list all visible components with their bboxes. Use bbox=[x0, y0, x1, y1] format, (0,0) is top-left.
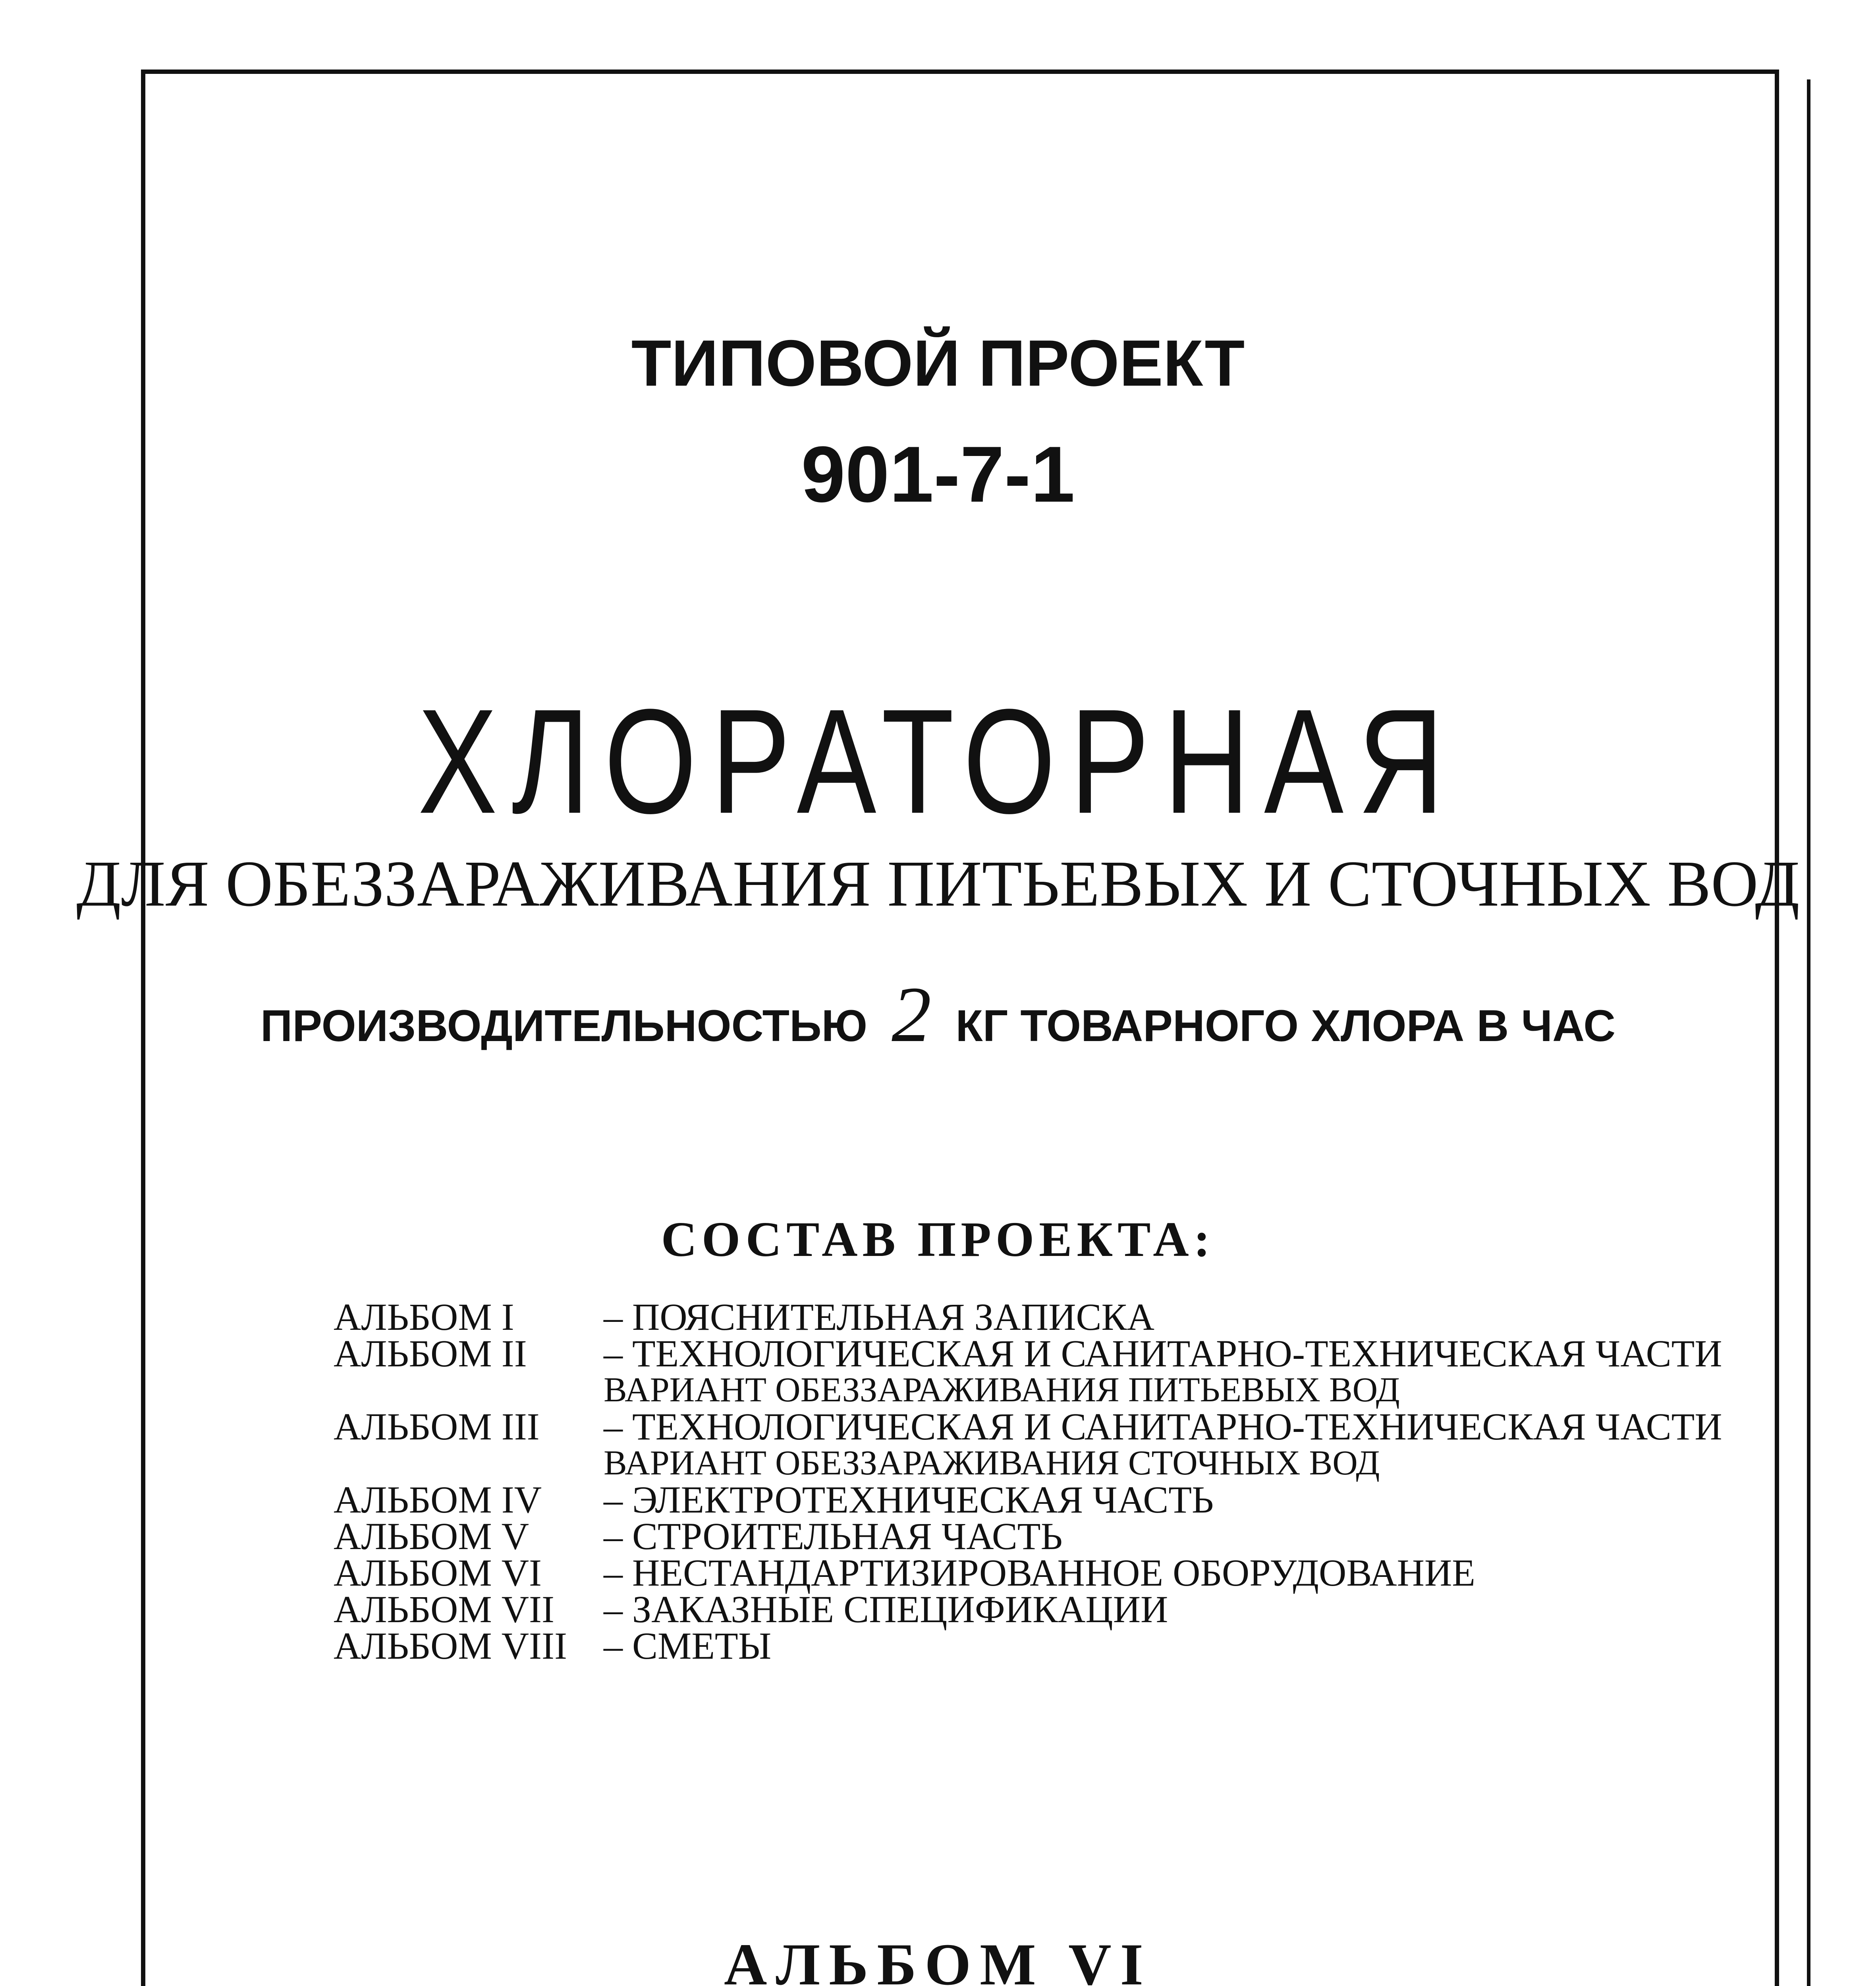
album-variant: ВАРИАНТ ОБЕЗЗАРАЖИВАНИЯ ПИТЬЕВЫХ ВОД bbox=[604, 1371, 1400, 1409]
project-type-label: ТИПОВОЙ ПРОЕКТ bbox=[631, 326, 1245, 400]
capacity-line bbox=[0, 969, 1876, 1060]
current-album: АЛЬБОМ VI bbox=[724, 1932, 1152, 1986]
album-item bbox=[334, 1551, 1722, 1594]
album-label: АЛЬБОМ VIII bbox=[334, 1625, 567, 1667]
album-item bbox=[334, 1332, 1722, 1375]
album-variant: ВАРИАНТ ОБЕЗЗАРАЖИВАНИЯ СТОЧНЫХ ВОД bbox=[604, 1444, 1380, 1482]
album-item bbox=[334, 1405, 1722, 1448]
album-label: АЛЬБОМ V bbox=[334, 1515, 529, 1557]
album-item bbox=[334, 1625, 1722, 1667]
album-description: – СТРОИТЕЛЬНАЯ ЧАСТЬ bbox=[604, 1515, 1063, 1557]
album-label: АЛЬБОМ IV bbox=[334, 1478, 542, 1521]
album-item bbox=[334, 1296, 1722, 1338]
capacity-prefix: ПРОИЗВОДИТЕЛЬНОСТЬЮ bbox=[260, 1001, 868, 1051]
album-description: – ЗАКАЗНЫЕ СПЕЦИФИКАЦИИ bbox=[604, 1588, 1168, 1631]
contents-heading: СОСТАВ ПРОЕКТА: bbox=[661, 1212, 1215, 1267]
album-label: АЛЬБОМ II bbox=[334, 1332, 527, 1375]
album-label: АЛЬБОМ VI bbox=[334, 1551, 542, 1594]
document-subtitle: ДЛЯ ОБЕЗЗАРАЖИВАНИЯ ПИТЬЕВЫХ И СТОЧНЫХ ВОД bbox=[76, 847, 1800, 920]
album-description: – НЕСТАНДАРТИЗИРОВАННОЕ ОБОРУДОВАНИЕ bbox=[604, 1551, 1475, 1594]
album-label: АЛЬБОМ I bbox=[334, 1296, 514, 1338]
capacity-value: 2 bbox=[892, 971, 932, 1059]
album-item bbox=[334, 1515, 1722, 1557]
project-code: 901-7-1 bbox=[801, 430, 1075, 519]
album-item bbox=[334, 1478, 1722, 1521]
capacity-suffix: КГ ТОВАРНОГО ХЛОРА В ЧАС bbox=[955, 1001, 1616, 1051]
album-description: – ПОЯСНИТЕЛЬНАЯ ЗАПИСКА bbox=[604, 1296, 1154, 1338]
album-description: – СМЕТЫ bbox=[604, 1625, 772, 1667]
album-label: АЛЬБОМ VII bbox=[334, 1588, 554, 1631]
album-description: – ТЕХНОЛОГИЧЕСКАЯ И САНИТАРНО-ТЕХНИЧЕСКАЯ ЧАСТИ bbox=[604, 1332, 1722, 1375]
album-description: – ЭЛЕКТРОТЕХНИЧЕСКАЯ ЧАСТЬ bbox=[604, 1478, 1214, 1521]
album-item bbox=[334, 1588, 1722, 1631]
document-title: ХЛОРАТОРНАЯ bbox=[418, 678, 1458, 845]
album-list bbox=[334, 1296, 1722, 1667]
album-label: АЛЬБОМ III bbox=[334, 1405, 540, 1448]
album-description: – ТЕХНОЛОГИЧЕСКАЯ И САНИТАРНО-ТЕХНИЧЕСКАЯ ЧАСТИ bbox=[604, 1405, 1722, 1448]
